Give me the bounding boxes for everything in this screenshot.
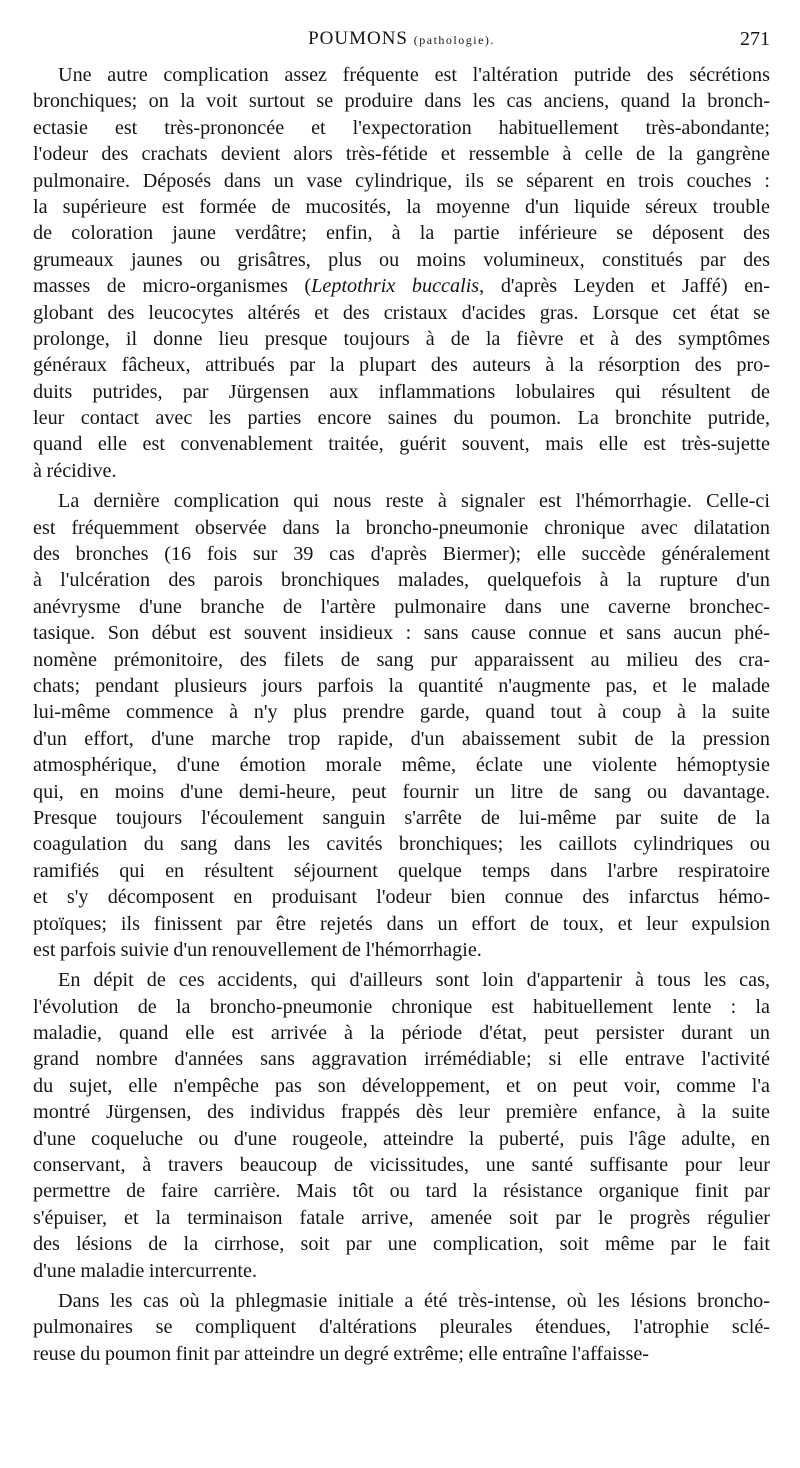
text-line: prolonge, il donne lieu presque toujours à de la fièvre et à des symptômes [33, 327, 770, 350]
text-line: l'évolution de la broncho-pneumonie chronique est habituellement lente : la [33, 995, 770, 1018]
text-line: tasique. Son début est souvent insidieux : sans cause connue et sans aucun phé- [33, 622, 770, 645]
text-line: du sujet, elle n'empêche pas son développement, et on peut voir, comme l'a [33, 1074, 770, 1097]
paragraph [33, 62, 770, 484]
book-page [33, 0, 770, 1468]
text-line: est parfois suivie d'un renouvellement de l'hémorrhagie. [33, 938, 482, 961]
text-line: pulmonaire. Déposés dans un vase cylindrique, ils se séparent en trois couches : [33, 169, 770, 192]
text-line: d'une maladie intercurrente. [33, 1259, 258, 1282]
text-line: ptoïques; ils finissent par être rejetés dans un effort de toux, et leur expulsion [33, 912, 770, 935]
text-line: s'épuiser, et la terminaison fatale arrive, amenée soit par le progrès régulier [33, 1206, 770, 1229]
text-line: l'odeur des crachats devient alors très-fétide et ressemble à celle de la gangrène [33, 143, 770, 166]
text-line: la supérieure est formée de mucosités, la moyenne d'un liquide séreux trouble [33, 195, 770, 218]
body-text [33, 62, 770, 1367]
text-line: pulmonaires se compliquent d'altérations pleurales étendues, l'atrophie sclé- [33, 1316, 770, 1339]
text-line: ramifiés qui en résultent séjournent quelque temps dans l'arbre respiratoire [33, 859, 770, 882]
text-line: permettre de faire carrière. Mais tôt ou tard la résistance organique finit par [33, 1180, 770, 1203]
text-line: nomène prémonitoire, des filets de sang pur apparaissent au milieu des cra- [33, 648, 770, 671]
text-line: des bronches (16 fois sur 39 cas d'après Biermer); elle succède généralement [33, 543, 770, 566]
running-title-section: (pathologie). [413, 33, 495, 47]
text-line: des lésions de la cirrhose, soit par une complication, soit même par le fait [33, 1233, 770, 1256]
text-line: est fréquemment observée dans la broncho-pneumonie chronique avec dilatation [33, 516, 770, 539]
paragraph [33, 967, 770, 1284]
paragraph [33, 488, 770, 963]
taxon-name: Leptothrix buccalis [311, 275, 480, 298]
text-line: La dernière complication qui nous reste à signaler est l'hémorrhagie. Celle-ci [58, 490, 770, 513]
text-line: généraux fâcheux, attribués par la plupart des auteurs à la résorption des pro- [33, 354, 770, 377]
text-line: qui, en moins d'une demi-heure, peut fournir un litre de sang ou davantage. [33, 780, 770, 803]
text-line: à l'ulcération des parois bronchiques malades, quelquefois à la rupture d'un [33, 569, 770, 592]
text-line: anévrysme d'une branche de l'artère pulmonaire dans une caverne bronchec- [33, 595, 770, 618]
text-line: d'un effort, d'une marche trop rapide, d'un abaissement subit de la pression [33, 727, 770, 750]
text-line: grumeaux jaunes ou grisâtres, plus ou moins volumineux, constitués par des [33, 248, 770, 271]
text-line: chats; pendant plusieurs jours parfois la quantité n'augmente pas, et le malade [33, 674, 770, 697]
text-line: à récidive. [33, 459, 117, 482]
text-line: d'une coqueluche ou d'une rougeole, atteindre la puberté, puis l'âge adulte, en [33, 1127, 770, 1150]
text-line: et s'y décomposent en produisant l'odeur bien connue des infarctus hémo- [33, 886, 770, 909]
text-line: de coloration jaune verdâtre; enfin, à la partie inférieure se déposent des [33, 222, 770, 245]
running-title-main: POUMONS [308, 28, 408, 49]
text-line: maladie, quand elle est arrivée à la période d'état, peut persister durant un [33, 1022, 770, 1045]
text-line: Dans les cas où la phlegmasie initiale a été très-intense, où les lésions broncho- [58, 1289, 770, 1312]
text-line: ectasie est très-prononcée et l'expectoration habituellement très-abondante; [33, 116, 770, 139]
page-number: 271 [740, 28, 770, 50]
text-line: leur contact avec les parties encore saines du poumon. La bronchite putride, [33, 407, 770, 430]
text-line: conservant, à travers beaucoup de vicissitudes, une santé suffisante pour leur [33, 1154, 770, 1177]
text-line: Une autre complication assez fréquente est l'altération putride des sécrétions [58, 64, 770, 86]
text-line: atmosphérique, d'une émotion morale même, éclate une violente hémoptysie [33, 754, 770, 777]
text-line: globant des leucocytes altérés et des cristaux d'acides gras. Lorsque cet état se [33, 301, 770, 324]
paragraph [33, 1288, 770, 1367]
text-line: grand nombre d'années sans aggravation irrémédiable; si elle entrave l'activité [33, 1048, 770, 1071]
text-line: duits putrides, par Jürgensen aux inflammations lobulaires qui résultent de [33, 380, 770, 403]
text-line: montré Jürgensen, des individus frappés dès leur première enfance, à la suite [33, 1101, 770, 1124]
text-line: masses de micro-organismes (Leptothrix buccalis, d'après Leyden et Jaffé) en- [33, 275, 770, 298]
text-line: lui-même commence à n'y plus prendre garde, quand tout à coup à la suite [33, 701, 770, 724]
running-title [33, 28, 770, 51]
running-head [33, 0, 770, 50]
text-line: Presque toujours l'écoulement sanguin s'arrête de lui-même par suite de la [33, 806, 770, 829]
text-line: quand elle est convenablement traitée, guérit souvent, mais elle est très-sujette [33, 433, 770, 456]
text-line: bronchiques; on la voit surtout se produire dans les cas anciens, quand la bronch- [33, 90, 770, 113]
text-line: reuse du poumon finit par atteindre un degré extrême; elle entraîne l'affaisse- [33, 1342, 650, 1365]
text-line: coagulation du sang dans les cavités bronchiques; les caillots cylindriques ou [33, 833, 770, 856]
text-line: En dépit de ces accidents, qui d'ailleurs sont loin d'appartenir à tous les cas, [58, 969, 770, 992]
